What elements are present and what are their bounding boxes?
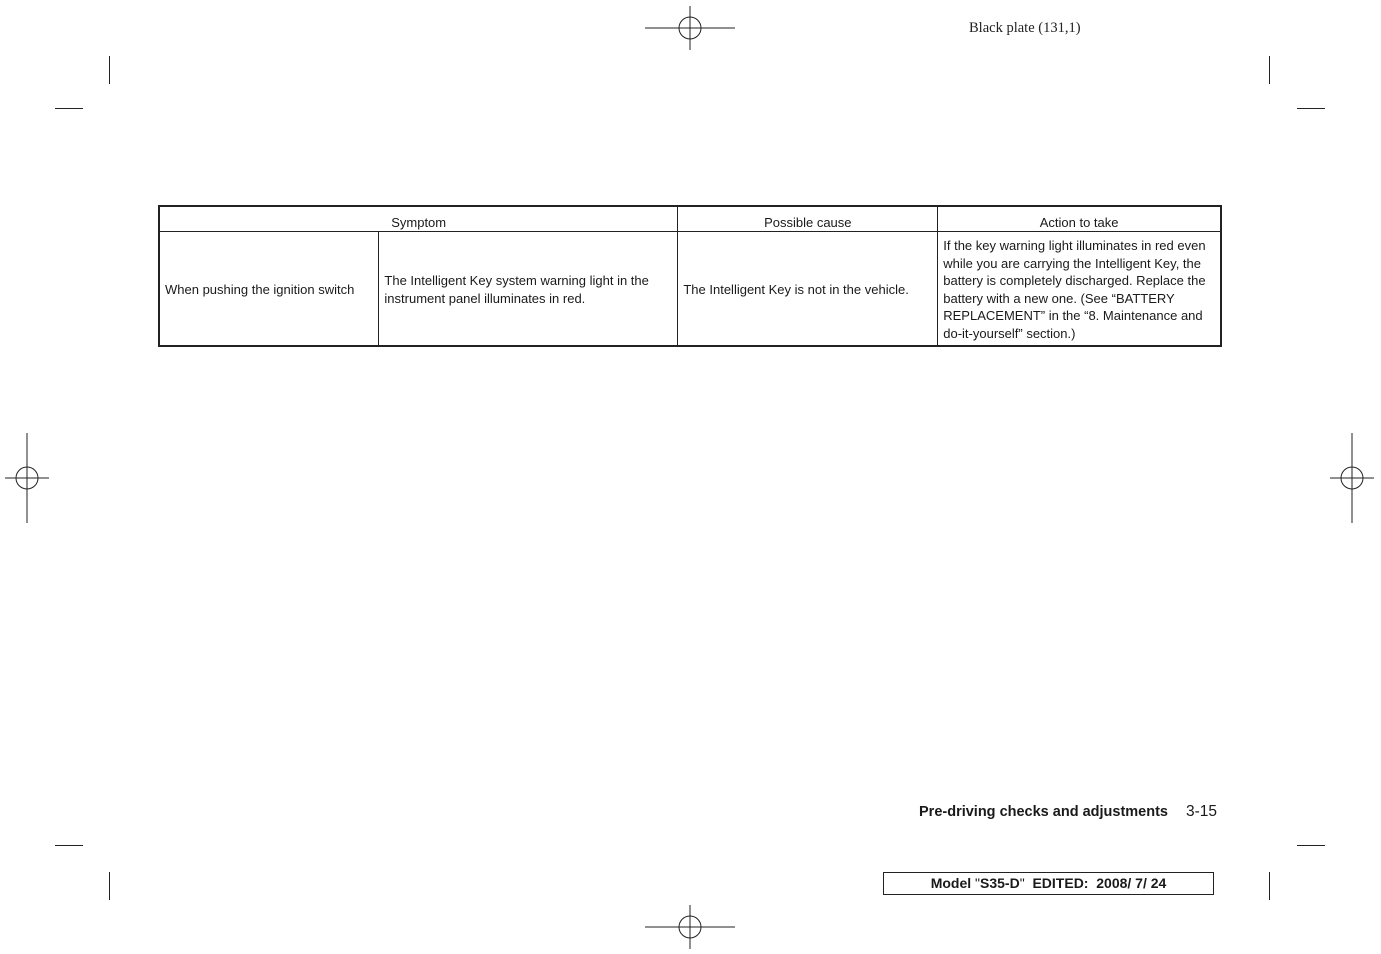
crop-mark-bottom-right-vertical — [1269, 872, 1270, 900]
registration-mark-left — [5, 433, 49, 523]
troubleshooting-table — [158, 205, 1222, 347]
model-close-quote: " — [1019, 875, 1025, 891]
registration-mark-top — [645, 6, 735, 50]
cell-situation: When pushing the ignition switch — [159, 232, 379, 347]
model-open-quote: " — [975, 875, 981, 891]
section-title: Pre-driving checks and adjustments — [919, 804, 1168, 820]
column-header-symptom: Symptom — [159, 206, 678, 232]
edited-label: EDITED: — [1032, 875, 1089, 891]
crop-mark-top-left-horizontal — [55, 108, 83, 109]
crop-mark-bottom-right-horizontal — [1297, 845, 1325, 846]
cell-action-to-take: If the key warning light illuminates in red even while you are carrying the Intelligent Key, the battery is completely discharged. Replace the battery with a new one. (See “BATTERY REPLACEMENT” in the “8. Maintenance and do-it-yourself” section.) — [938, 232, 1221, 347]
column-header-possible-cause: Possible cause — [678, 206, 938, 232]
plate-label: Black plate (131,1) — [969, 20, 1081, 36]
crop-mark-top-left-vertical — [109, 56, 110, 84]
cell-possible-cause: The Intelligent Key is not in the vehicle. — [678, 232, 938, 347]
table-header-row — [159, 206, 1221, 232]
crop-mark-bottom-left-vertical — [109, 872, 110, 900]
model-prefix: Model — [930, 875, 972, 891]
crop-mark-bottom-left-horizontal — [55, 845, 83, 846]
crop-mark-top-right-vertical — [1269, 56, 1270, 84]
table-row — [159, 232, 1221, 347]
registration-mark-right — [1330, 433, 1374, 523]
page-number: 3-15 — [1186, 803, 1218, 820]
model-edited-box — [883, 872, 1214, 895]
column-header-action: Action to take — [938, 206, 1221, 232]
cell-symptom: The Intelligent Key system warning light in the instrument panel illuminates in red. — [379, 232, 678, 347]
edited-date: 2008/ 7/ 24 — [1096, 875, 1167, 891]
crop-mark-top-right-horizontal — [1297, 108, 1325, 109]
registration-mark-bottom — [645, 905, 735, 949]
model-code: S35-D — [980, 875, 1020, 891]
